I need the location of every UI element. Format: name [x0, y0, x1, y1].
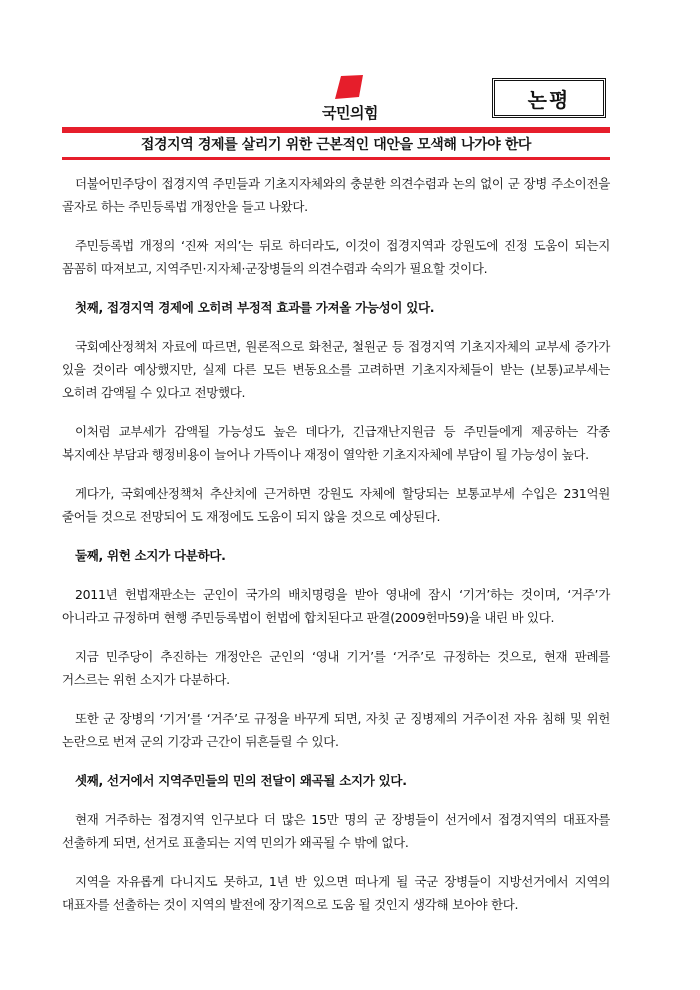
party-logo-icon: [332, 74, 366, 100]
paragraph-court-ruling: 2011년 헌법재판소는 군인이 국가의 배치명령을 받아 영내에 잠시 ‘기거’하는 것이며, ‘거주’가 아니라고 규정하며 현행 주민등록법이 헌법에 합치된다고 판결(2009헌마59)을 내린 바 있다.: [62, 587, 610, 625]
paragraph-budget-office: 국회예산정책처 자료에 따르면, 원론적으로 화천군, 철원군 등 접경지역 기초지자체의 교부세 증가가 있을 것이라 예상했지만, 실제 다른 모든 변동요소를 고려하면 기초지자체들이 받는 (보통)교부세는 오히려 감액될 수 있다고 전망했다.: [62, 339, 610, 400]
party-name: 국민의힘: [322, 104, 378, 122]
paragraph-welfare-burden: 이처럼 교부세가 감액될 가능성도 높은 데다가, 긴급재난지원금 등 주민들에게 제공하는 각종 복지예산 부담과 행정비용이 늘어나 가뜩이나 재정이 열악한 기초지자체에 부담이 될 가능성이 높다.: [62, 424, 610, 462]
headline: 접경지역 경제를 살리기 위한 근본적인 대안을 모색해 나가야 한다: [140, 137, 532, 153]
paragraph-intro: 더불어민주당이 접경지역 주민들과 기초지자체와의 충분한 의견수렴과 논의 없이 군 장병 주소이전을 골자로 하는 주민등록법 개정안을 들고 나왔다.: [62, 176, 610, 214]
subheading-second: 둘째, 위헌 소지가 다분하다.: [75, 548, 226, 563]
subheading-first: 첫째, 접경지역 경제에 오히려 부정적 효과를 가져올 가능성이 있다.: [75, 300, 435, 315]
headline-top-rule: [62, 127, 610, 133]
party-logo: [304, 74, 396, 124]
document-type-badge: 논평: [492, 78, 606, 118]
paragraph-voter-distortion: 현재 거주하는 접경지역 인구보다 더 많은 15만 명의 군 장병들이 선거에서 접경지역의 대표자를 선출하게 되면, 선거로 표출되는 지역 민의가 왜곡될 수 밖에 없다.: [62, 812, 610, 850]
document-header: [0, 0, 700, 132]
paragraph-military-discipline: 또한 군 장병의 ‘기거’를 ‘거주’로 규정을 바꾸게 되면, 자칫 군 징병제의 거주이전 자유 침해 및 위헌 논란으로 번져 군의 기강과 근간이 뒤흔들릴 수 있다.: [62, 711, 610, 749]
paragraph-conclusion: 지역을 자유롭게 다니지도 못하고, 1년 반 있으면 떠나게 될 국군 장병들이 지방선거에서 지역의 대표자를 선출하는 것이 지역의 발전에 장기적으로 도움 될 것인지 생각해 보아야 한다.: [62, 874, 610, 912]
headline-bottom-rule: [62, 157, 610, 160]
document-body: [62, 172, 610, 932]
subheading-third: 셋째, 선거에서 지역주민들의 민의 전달이 왜곡될 소지가 있다.: [75, 773, 407, 788]
paragraph-province-revenue: 게다가, 국회예산정책처 추산치에 근거하면 강원도 자체에 할당되는 보통교부세 수입은 231억원 줄어들 것으로 전망되어 도 재정에도 도움이 되지 않을 것으로 예상된다.: [62, 486, 610, 524]
paragraph-amendment: 지금 민주당이 추진하는 개정안은 군인의 ‘영내 기거’를 ‘거주’로 규정하는 것으로, 현재 판례를 거스르는 위헌 소지가 다분하다.: [62, 649, 610, 687]
paragraph-context: 주민등록법 개정의 ‘진짜 저의’는 뒤로 하더라도, 이것이 접경지역과 강원도에 진정 도움이 되는지 꼼꼼히 따져보고, 지역주민·지자체·군장병들의 의견수렴과 숙의가 필요할 것이다.: [62, 238, 610, 276]
